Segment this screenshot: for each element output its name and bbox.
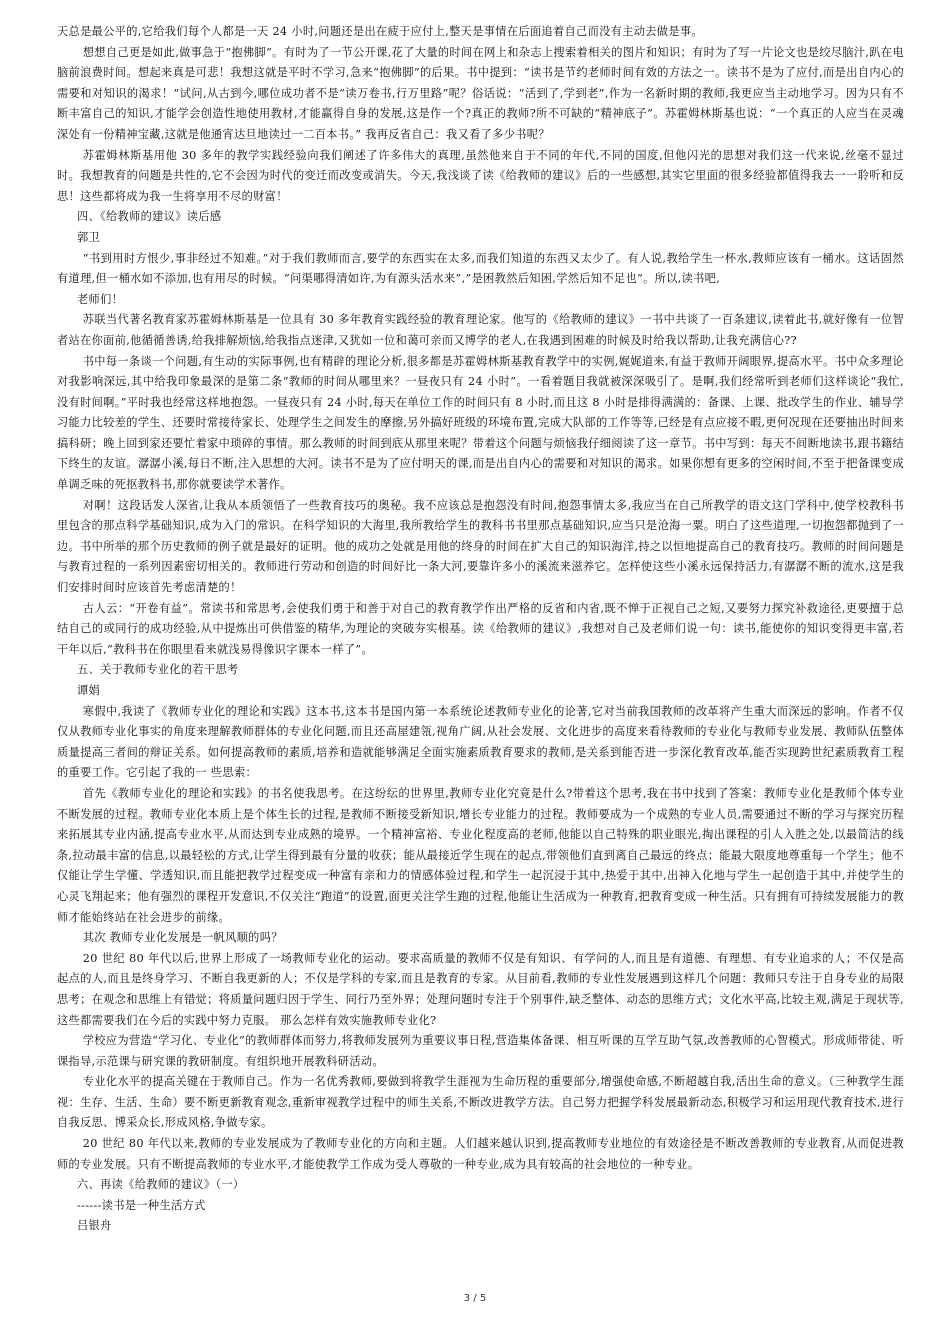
paragraph-17: 20 世纪 80 年代以后,世界上形成了一场教师专业化的运动。要求高质量的教师不仅是有知识、有学问的人,而且是有道德、有理想、有专业追求的人；不仅是高起点的人,而且是终身学习、不断自我更新的人；不仅是学科的专家,而且是教育的专家。从目前看,教师的专业性发展遇到这样几个问题：教师只专注于自身专业的局限思考；在观念和思维上有错觉；将质量问题归因于学生、同行乃至外界；处理问题时专注于个别事件,缺乏整体、动态的思维方式；文化水平高,比较主观,满足于现状等,这些都需要我们在今后的实践中努力克服。 那么怎样有效实施教师专业化? bbox=[57, 951, 904, 1027]
paragraph-8: 苏联当代著名教育家苏霍姆林斯基是一位具有 30 多年教育实践经验的教育理论家。他写的《给教师的建议》一书中共谈了一百条建议,读着此书,就好像有一位智者站在你面前,他循循善诱,给我排解烦恼,给我指点迷津,又犹如一位和蔼可亲而又博学的老人,在我遇到困难的时候及时给我以帮助,让我充满信心?? bbox=[57, 313, 904, 347]
paragraph-7: 老师们！ bbox=[77, 292, 124, 306]
paragraph-14: 寒假中,我读了《教师专业化的理论和实践》这本书,这本书是国内第一本系统论述教师专业化的论著,它对当前我国教师的改革将产生重大而深远的影响。作者不仅仅从教师专业化事实的角度来理解教师群体的专业化问题,而且还高屋建瓴,视角广阔,从社会发展、文化进步的高度来看待教师的专业化与教师专业发展、教师队伍整体质量提高三者间的辩证关系。如何提高教师的素质,培养和造就能够满足全面实施素质教育要求的教师,是关系到能否进一步深化教育改革,能否实现跨世纪素质教育工程的重要工作。它引起了我的一 些思索： bbox=[57, 704, 904, 780]
author-name-guowei: 郭卫 bbox=[77, 230, 101, 244]
page-number: 3 / 5 bbox=[463, 1293, 487, 1304]
section-heading-4: 四、《给教师的建议》读后感 bbox=[77, 210, 222, 224]
paragraph-11: 古人云：“开卷有益”。常读书和常思考,会使我们勇于和善于对自己的教育教学作出严格的反省和内省,既不惮于正视自己之短,又要努力探究补救途径,更要擅于总结自己的或同行的成功经验,从中提炼出可供借鉴的精华,为理论的突破夯实根基。读《给教师的建议》,我想对自己及老师们说一句：读书,能使你的知识变得更丰富,若干年以后,“教科书在你眼里看来就浅易得像识字课本一样了”。 bbox=[57, 601, 904, 656]
paragraph-19: 专业化水平的提高关键在于教师自己。作为一名优秀教师,要做到将教学生涯视为生命历程的重要部分,增强使命感,不断超越自我,活出生命的意义。（三种教学生涯视：生存、生活、生命）要不断更新教育观念,重新审视教学过程中的师生关系,不断改进教学方法。自己努力把握学科发展最新动态,积极学习和运用现代教育技术,进行自我反思、博采众长,形成风格,争做专家。 bbox=[57, 1075, 904, 1130]
paragraph-2: 想想自己更是如此,做事急于“抱佛脚”。有时为了一节公开课,花了大量的时间在网上和杂志上搜索着相关的图片和知识；有时为了写一片论文也是绞尽脑汁,趴在电脑前浪费时间。想起来真是可悲！我想这就是平时不学习,急来“抱佛脚”的后果。书中提到：“读书是节约老师时间有效的方法之一。读书不是为了应付,而是出自内心的需要和对知识的渴求！”试问,从古到今,哪位成功者不是“读万卷书,行万里路”呢？俗话说：“活到了,学到老”,作为一名新时期的教师,我更应当主动地学习。因为只有不断丰富自己的知识,才能学会创造性地使用教材,才能赢得自身的发展,这是作一个?真正的教师?所不可缺的“精神底子”。苏霍姆林斯基也说：“一个真正的人应当在灵魂深处有一份精神宝藏,这就是他通宵达旦地读过一二百本书。” 我再反省自己：我又看了多少书呢？ bbox=[57, 45, 904, 141]
section-heading-6: 六、再读《给教师的建议》（一） bbox=[77, 1178, 245, 1192]
paragraph-16: 其次 教师专业化发展是一帆风顺的吗？ bbox=[82, 931, 283, 945]
paragraph-18: 学校应为营造“学习化、专业化”的教师群体而努力,将教师发展列为重要议事日程,营造集体备课、相互听课的互学互助气氛,改善教师的心智模式。形成师带徒、听课指导,示范课与研究课的教研制度。有组织地开展教科研活动。 bbox=[57, 1034, 904, 1068]
paragraph-15: 首先《教师专业化的理论和实践》的书名使我思考。在这纷纭的世界里,教师专业化究竟是什么?带着这个思考,我在书中找到了答案：教师专业化是教师个体专业不断发展的过程。教师专业化本质上是个体生长的过程,是教师不断接受新知识,增长专业能力的过程。教师要成为一个成熟的专业人员,需要通过不断的学习与探究历程来拓展其专业内涵,提高专业水平,从而达到专业成熟的境界。一个精神富裕、专业化程度高的老师,他能以自己特殊的职业眼光,掏出课程的引人入胜之处,以最简洁的线条,拉动最丰富的信息,以最轻松的方式,让学生得到最有分量的收获；能从最接近学生现在的起点,带领他们直到离自己最远的终点；能最大限度地尊重每一个学生；他不仅能让学生学懂、学透知识,而且能把教学过程变成一种富有亲和力的情感体验过程,和学生一起沉浸于其中,热爱于其中,出神入化地与学生一起创造于其中,并使学生的心灵飞翔起来；他有强烈的课程开发意识,不仅关注“跑道”的设置,面更关注学生跑的过程,他能让生活成为一种教育,把教育变成一种生活。只有拥有可持续发展能力的教师才能始终站在社会进步的前缘。 bbox=[57, 786, 904, 924]
paragraph-3: 苏霍姆林斯基用他 30 多年的教学实践经验向我们阐述了许多伟大的真理,虽然他来自于不同的年代,不同的国度,但他闪光的思想对我们这一代来说,丝毫不显过时。我想教育的问题是共性的,它不会因为时代的变迁而改变或消失。今天,我浅谈了读《给教师的建议》后的一些感想,其实它里面的很多经验都值得我去一一聆听和反思！这些都将成为我一生将享用不尽的财富！ bbox=[57, 148, 904, 203]
author-name-lvyinzhou: 吕银舟 bbox=[77, 1219, 112, 1233]
author-name-tanjuan: 谭娟 bbox=[77, 684, 101, 697]
paragraph-9: 书中每一条谈一个问题,有生动的实际事例,也有精辟的理论分析,很多都是苏霍姆林斯基教育教学中的实例,娓娓道来,有益于教师开阔眼界,提高水平。书中众多理论对我影响深远,其中给我印象最深的是第二条“教师的时间从哪里来？一昼夜只有 24 小时”。一看着题目我就被深深吸引了。是啊,我们经常听到老师们这样谈论“我忙,没有时间啊。”平时我也经常这样地抱怨。一昼夜只有 24 小时,每天在单位工作的时间只有 8 小时,而且这 8 小时是排得满满的：备课、上课、批改学生的作业、辅导学习能力比较差的学生、还要时常接待家长、处理学生之间发生的摩擦,另外搞好班级的环境布置,完成大队部的工作等等,已经是有点应接不暇,更何况现在还要抽出时间来搞科研；晚上回到家还要忙着家中琐碎的事情。那么教师的时间到底从那里来呢？带着这个问题与烦恼我仔细阅读了这一章节。书中写到：每天不间断地读书,跟书籍结下终生的友谊。潺潺小溪,每日不断,注入思想的大河。读书不是为了应付明天的课,而是出自内心的需要和对知识的渴求。如果你想有更多的空闲时间,不至于把备课变成单调乏味的死抠教科书,那你就要读学术著作。 bbox=[57, 354, 904, 492]
paragraph-6: “书到用时方恨少,事非经过不知难。”对于我们教师而言,要学的东西实在太多,而我们知道的东西又太少了。有人说,教给学生一杯水,教师应该有一桶水。这话固然有道理,但一桶水如不添加,也有用尽的时候。“问渠哪得清如许,为有源头活水来”,”是困教然后知困,学然后知不足也”。所以,读书吧, bbox=[57, 251, 904, 286]
section-heading-5: 五、关于教师专业化的若干思考 bbox=[77, 663, 239, 677]
section-subtitle: ------读书是一种生活方式 bbox=[77, 1198, 206, 1212]
paragraph-1: 天总是最公平的,它给我们每个人都是一天 24 小时,问题还是出在疲于应付上,整天是事情在后面追着自己而没有主动去做是事。 bbox=[57, 25, 703, 38]
paragraph-10: 对啊！这段话发人深省,让我从本质领悟了一些教育技巧的奥秘。我不应该总是抱怨没有时间,抱怨事情太多,我应当在自己所教学的语文这门学科中,使学校教科书里包含的那点科学基础知识,成为入门的常识。在科学知识的大海里,我所教给学生的教科书书里那点基础知识,应当只是沧海一粟。明白了这些道理,一切抱怨都抛到了一边。书中所举的那个历史教师的例子就是最好的证明。他的成功之处就是用他的终身的时间在扩大自己的知识海洋,持之以恒地提高自己的教育技巧。教师的时间问题是与教育过程的一系列因素密切相关的。教师进行劳动和创造的时间好比一条大河,要靠许多小的溪流来滋养它。怎样使这些小溪永远保持活力,有潺潺不断的流水,这是我们安排时间时应该首先考虑清楚的！ bbox=[57, 498, 904, 595]
document-body bbox=[57, 22, 904, 1237]
paragraph-20: 20 世纪 80 年代以来,教师的专业发展成为了教师专业化的方向和主题。人们越来越认识到,提高教师专业地位的有效途径是不断改善教师的专业教育,从而促进教师的专业发展。只有不断提高教师的专业水平,才能使教学工作成为受人尊敬的一种专业,成为具有较高的社会地位的一种专业。 bbox=[57, 1137, 904, 1171]
